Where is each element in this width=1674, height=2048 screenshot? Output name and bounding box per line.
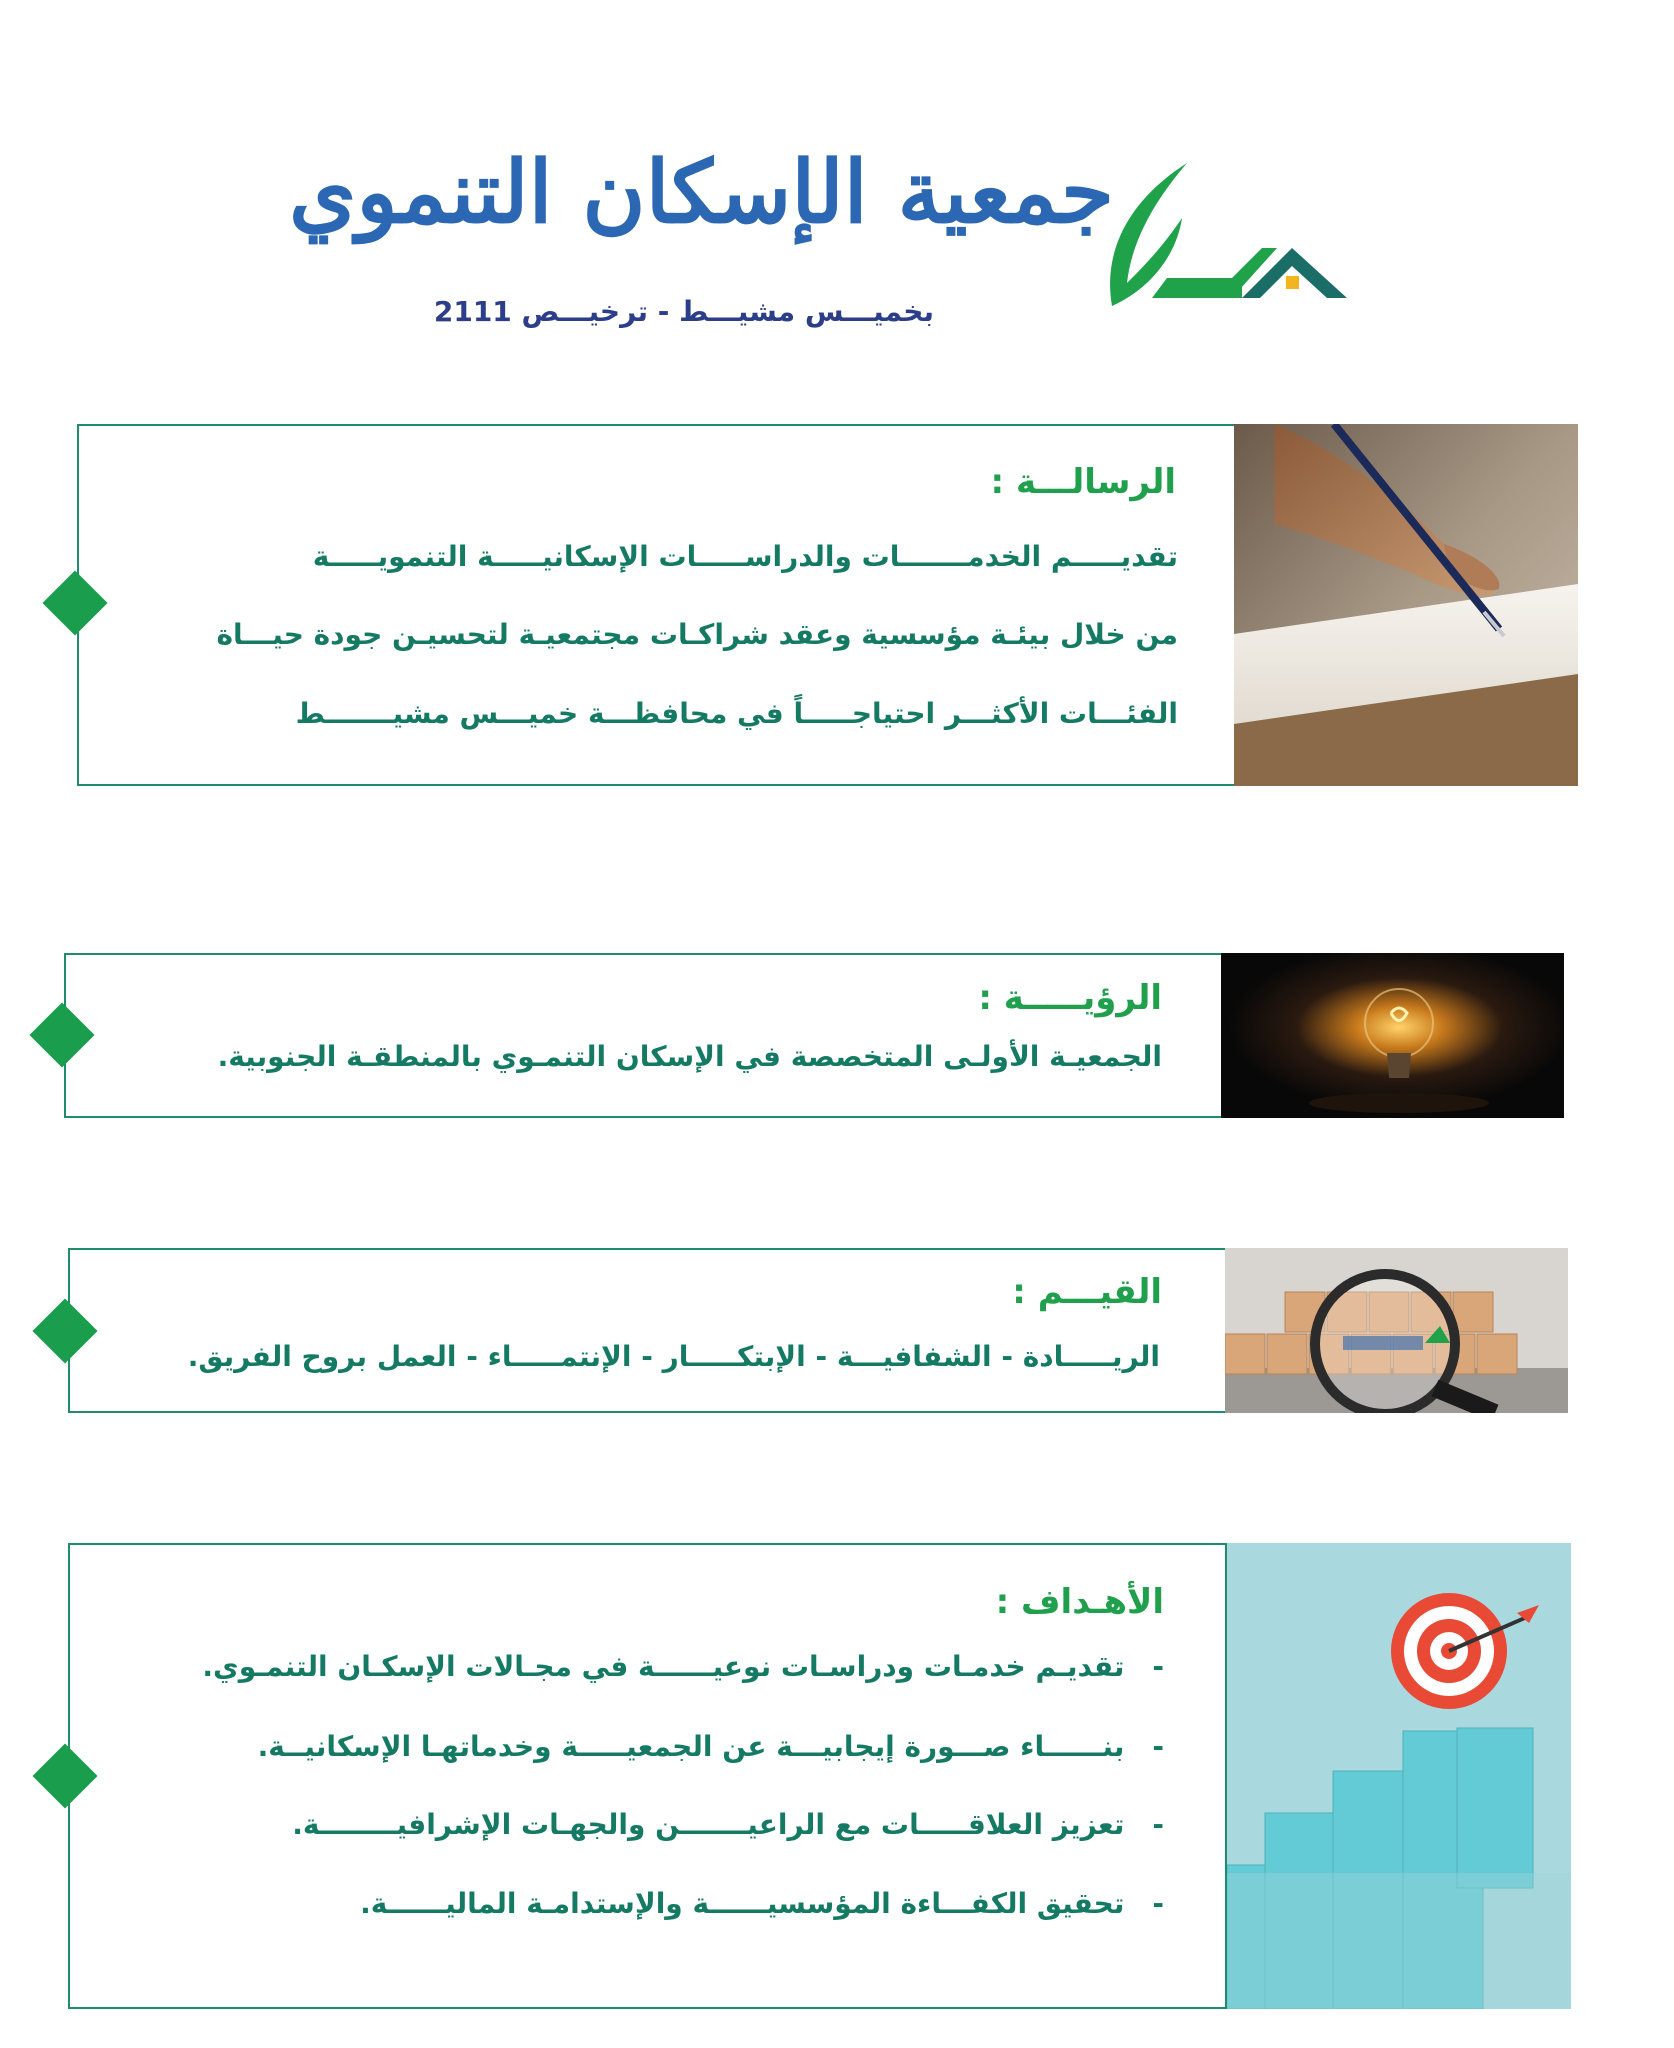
mission-line-1: تقديـــــم الخدمـــــــات والدراســـــات الإسكانيـــــة التنمويـــــة — [312, 540, 1178, 573]
hand-writing-photo — [1234, 424, 1578, 786]
values-text: الريـــــادة - الشفافيـــة - الإبتكـــــار - الإنتمـــــاء - العمل بروح الفريق. — [187, 1340, 1160, 1373]
goal-item-text: تحقيق الكفـــاءة المؤسسيــــــة والإستدامـة الماليــــــة. — [360, 1887, 1125, 1920]
goal-item-text: تعزيز العلاقـــــات مع الراعيـــــــن والجهـات الإشرافيــــــــة. — [292, 1808, 1125, 1841]
goal-item-4 — [360, 1887, 1164, 1920]
target-photo — [1227, 1543, 1571, 2009]
mission-line-3: الفئـــات الأكثـــر احتياجـــــاً في محافظـــة خميـــس مشيـــــــط — [295, 697, 1178, 730]
light-bulb-photo — [1221, 953, 1564, 1118]
goal-item-2 — [258, 1730, 1164, 1763]
mission-line-2: من خلال بيئـة مؤسسية وعقد شراكـات مجتمعيـة لتحسيـن جودة حيـــاة — [216, 618, 1178, 651]
goals-title: الأهـداف : — [995, 1582, 1164, 1622]
goal-item-3 — [292, 1808, 1164, 1841]
goal-bullet: - — [1152, 1730, 1164, 1763]
vision-title: الرؤيـــــة : — [978, 978, 1162, 1018]
mission-title: الرسالـــة : — [990, 462, 1176, 502]
goal-item-text: بنــــــاء صـــورة إيجابيـــة عن الجمعيـــــة وخدماتهـا الإسكانيــة. — [257, 1730, 1125, 1763]
goal-item-1 — [202, 1650, 1164, 1683]
goal-bullet: - — [1152, 1650, 1164, 1683]
goal-bullet: - — [1152, 1808, 1164, 1841]
vision-text: الجمعيـة الأولـى المتخصصة في الإسكان التنمـوي بالمنطقـة الجنوبية. — [217, 1040, 1162, 1073]
goal-bullet: - — [1152, 1887, 1164, 1920]
house-leaf-logo-icon — [1092, 158, 1352, 308]
values-title: القيـــم : — [1012, 1272, 1162, 1312]
org-subtitle: بخميـــس مشيـــط - ترخيـــص 2111 — [433, 295, 934, 328]
goal-item-text: تقديـم خدمـات ودراسـات نوعيــــــة في مجـالات الإسكـان التنمـوي. — [202, 1650, 1125, 1683]
org-name-wordmark: جمعية الإسكان التنموي — [289, 142, 1114, 243]
magnifier-photo — [1225, 1248, 1568, 1413]
